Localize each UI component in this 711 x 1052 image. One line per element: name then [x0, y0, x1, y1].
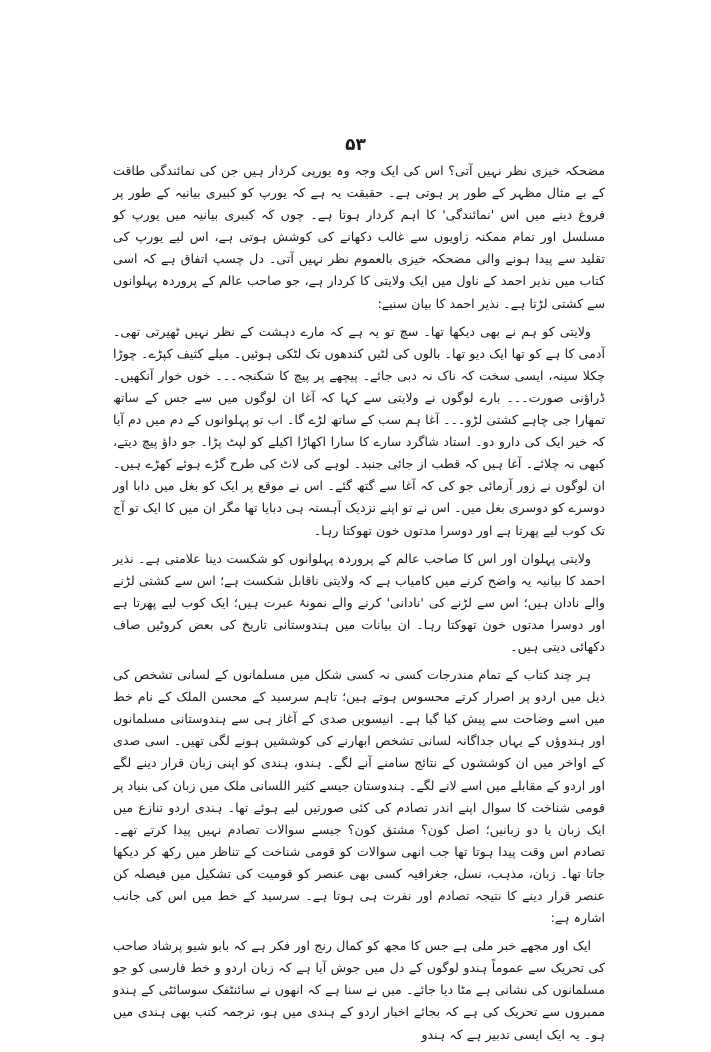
- paragraph: ہر چند کتاب کے تمام مندرجات کسی نہ کسی شکل میں مسلمانوں کے لسانی تشخص کی ذیل میں اردو پر اصرار کرتے محسوس ہوتے ہیں؛ تاہم سرسید کے محسن الملک کے نام خط میں اسے وضاحت سے پیش کیا گیا ہے۔ انیسویں صدی کے آغاز ہی سے ہندوستانی مسلمانوں اور ہندوؤں کے یہاں جداگانہ لسانی تشخص ابھارنے کی کوششیں ہونے لگی تھیں۔ اسی صدی کے اواخر میں ان کوششوں کے نتائج سامنے آنے لگے۔ ہندو، ہندی کو اپنی زبان قرار دینے لگے اور اردو کے مقابلے میں اسے لانے لگے۔ ہندوستان جیسے کثیر اللسانی ملک میں زبان کی بنیاد پر قومی شناخت کا سوال اپنے اندر تصادم کی کئی صورتیں لیے ہوئے تھا۔ ہندی اردو تنازع میں ایک زبان یا دو زبانیں؛ اصل کون؟ مشتق کون؟ جیسے سوالات تصادم نہیں پیدا کرتے تھے۔ تصادم اس وقت پیدا ہوتا تھا جب انھی سوالات کو قومی شناخت کے تناظر میں رکھ کر دیکھا جاتا تھا۔ زبان، مذہب، نسل، جغرافیہ کسی بھی عنصر کو قومیت کی تشکیل میں فیصلہ کن عنصر قرار دینے کا نتیجہ تصادم اور نفرت ہی ہوتا ہے۔ سرسید کے خط میں اس کی جانب اشارہ ہے:: [113, 667, 605, 926]
- quote-paragraph: ولایتی کو ہم نے بھی دیکھا تھا۔ سچ تو یہ ہے کہ مارے دہشت کے نظر نہیں ٹھیرتی تھی۔ آدمی کا ہے کو تھا ایک دیو تھا۔ بالوں کی لٹیں کندھوں تک لٹکی ہوئیں۔ میلے کثیف کپڑے۔ چوڑا چکلا سینہ، ایسی سخت کہ ناک نہ دبی جائے۔ پیچھے پر پیچ کا شکنجہ۔۔۔ خوں خوار آنکھیں۔ ڈراؤنی صورت۔۔۔ بارے لوگوں نے ولایتی سے کہا کہ آغا ان لوگوں میں سے جس کے ساتھ تمھارا جی چاہے کشتی لڑو۔۔۔ آغا ہم سب کے ساتھ لڑے گا۔ اب تو پہلوانوں کے دم میں دم آیا کہ خیر ایک کی دارو دو۔ استاد شاگرد سارے کا سارا اکھاڑا اکیلے کو لپٹ پڑا۔ جو داؤ پیچ دیتے، کبھی نہ چلائے۔ آغا ہیں کہ قطب از جائی جنبد۔ لوہے کی لاٹ کی طرح گڑے ہوئے کھڑے ہیں۔ ان لوگوں نے زور آزمائی جو کی کہ آغا سے گتھ گئے۔ اس نے موقع پر ایک کو بغل میں دابا اور دوسرے کو دوسری بغل میں۔ اس نے تو اپنے نزدیک آہستہ ہی دبایا تھا مگر ان میں کا ایک تو آج تک کوب لیے پھرتا ہے اور دوسرا مدتوں خون تھوکتا رہا۔: [113, 323, 605, 538]
- paragraph: مضحکہ خیزی نظر نہیں آتی؟ اس کی ایک وجہ وہ یورپی کردار ہیں جن کی نمائندگی طاقت کے بے مثال مظہر کے طور پر ہوتی ہے۔ حقیقت یہ ہے کہ یورپ کو کبیری بیانیہ کے طور پر فروغ دینے میں اس 'نمائندگی' کا اہم کردار ہوتا ہے۔ چوں کہ کبیری بیانیہ میں یورپ کو مسلسل اور تمام ممکنہ زاویوں سے غالب دکھانے کی کوشش ہوتی ہے، اس لیے یورپ کی تقلید سے پیدا ہونے والی مضحکہ خیزی بالعموم نظر نہیں آتی۔ دل چسپ اتفاق ہے کہ اسی کتاب میں نذیر احمد کے ناول میں ایک ولایتی کا کردار ہے، جو صاحب عالم کے پروردہ پہلوانوں سے کشتی لڑتا ہے۔ نذیر احمد کا بیان سنیے:: [113, 163, 605, 311]
- page-number: ۵۳: [345, 135, 366, 155]
- paragraph: ولایتی پہلوان اور اس کا صاحب عالم کے پروردہ پہلوانوں کو شکست دینا علامتی ہے۔ نذیر احمد کا بیانیہ یہ واضح کرنے میں کامیاب ہے کہ ولایتی ناقابل شکست ہے؛ اس سے کشتی لڑنے والے نادان ہیں؛ اس سے لڑنے کی 'نادانی' کرنے والے نمونۂ عبرت ہیں؛ ایک کوب لیے پھرتا ہے اور دوسرا مدتوں خون تھوکتا رہا۔ ان بیانات میں ہندوستانی تاریخ کی بعض کروٹیں صاف دکھائی دیتی ہیں۔: [113, 550, 605, 654]
- quote-paragraph: ایک اور مجھے خبر ملی ہے جس کا مجھ کو کمال رنج اور فکر ہے کہ بابو شیو پرشاد صاحب کی تحریک سے عموماً ہندو لوگوں کے دل میں جوش آیا ہے کہ زبان اردو و خط فارسی کو جو مسلمانوں کی نشانی ہے مٹا دیا جائے۔ میں نے سنا ہے کہ انھوں نے سائنٹفک سوسائٹی کے ہندو ممبروں سے تحریک کی ہے کہ بجائے اخبار اردو کے ہندی میں ہو، ترجمہ کتب بھی ہندی میں ہو۔ یہ ایک ایسی تدبیر ہے کہ ہندو: [113, 938, 605, 1042]
- body-text: [113, 160, 605, 1052]
